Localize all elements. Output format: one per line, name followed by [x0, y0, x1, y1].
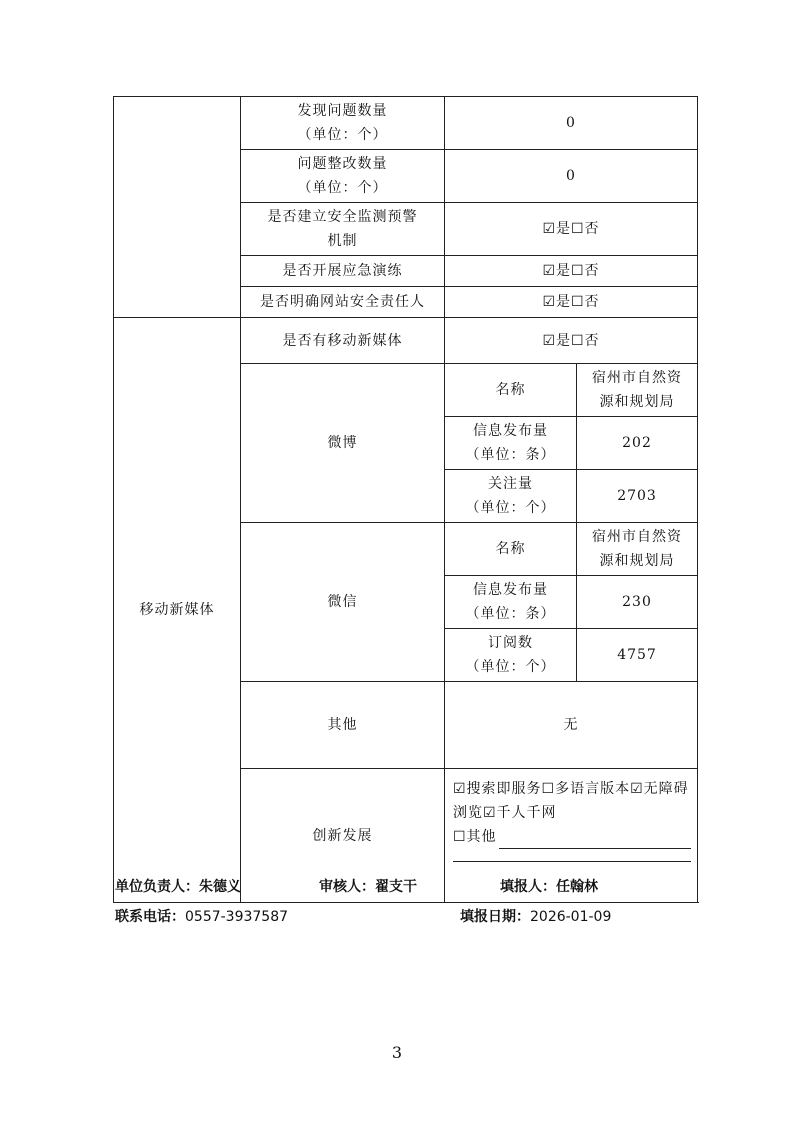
page-number: 3 [391, 1043, 403, 1062]
innovation-other-label: ☐其他 [453, 829, 497, 845]
filler-line [500, 876, 598, 896]
row-label: 发现问题数量 （单位：个） [241, 97, 445, 150]
reviewer-line [319, 876, 417, 896]
filler-label: 填报人： [500, 879, 556, 895]
row-label: 订阅数 （单位：个） [445, 629, 577, 682]
table-row [114, 97, 698, 150]
signature-line [115, 876, 241, 896]
row-value: 0 [445, 97, 698, 150]
row-label: 是否开展应急演练 [241, 256, 445, 287]
row-value: 202 [577, 417, 698, 470]
row-label: 信息发布量 （单位：条） [445, 417, 577, 470]
row-label: 是否建立安全监测预警 机制 [241, 203, 445, 256]
filler-name: 任翰林 [556, 879, 598, 895]
weibo-label: 微博 [241, 364, 445, 523]
row-label: 信息发布量 （单位：条） [445, 576, 577, 629]
checkbox-value: ☑是☐否 [445, 203, 698, 256]
phone-label: 联系电话： [115, 909, 185, 925]
report-table [113, 96, 698, 903]
security-section-cell [114, 97, 241, 318]
responsible-label: 单位负责人： [115, 879, 199, 895]
wechat-label: 微信 [241, 523, 445, 682]
fill-in-line [499, 830, 691, 849]
row-value: 宿州市自然资 源和规划局 [577, 364, 698, 417]
other-value: 无 [445, 682, 698, 769]
row-label: 是否有移动新媒体 [241, 318, 445, 364]
table-row [114, 318, 698, 364]
reviewer-name: 翟支干 [375, 879, 417, 895]
media-section-label: 移动新媒体 [114, 318, 241, 903]
row-value: 0 [445, 150, 698, 203]
checkbox-value: ☑是☐否 [445, 287, 698, 318]
row-value: 4757 [577, 629, 698, 682]
responsible-name: 朱德义 [199, 879, 241, 895]
row-value: 230 [577, 576, 698, 629]
innovation-checkbox-line: ☑搜索即服务☐多语言版本☑无障碍浏览☑千人千网 [453, 781, 689, 821]
row-value: 宿州市自然资 源和规划局 [577, 523, 698, 576]
other-label: 其他 [241, 682, 445, 769]
checkbox-value: ☑是☐否 [445, 256, 698, 287]
checkbox-value: ☑是☐否 [445, 318, 698, 364]
row-label: 关注量 （单位：个） [445, 470, 577, 523]
phone-line [115, 906, 288, 926]
phone-value: 0557-3937587 [185, 909, 289, 925]
innovation-other-line [453, 825, 691, 849]
date-value: 2026-01-09 [530, 909, 612, 925]
row-label: 问题整改数量 （单位：个） [241, 150, 445, 203]
fill-in-line-2 [453, 849, 691, 862]
date-label: 填报日期： [460, 909, 530, 925]
row-label: 是否明确网站安全责任人 [241, 287, 445, 318]
innovation-label: 创新发展 [241, 769, 445, 903]
row-label: 名称 [445, 364, 577, 417]
reviewer-label: 审核人： [319, 879, 375, 895]
row-value: 2703 [577, 470, 698, 523]
row-label: 名称 [445, 523, 577, 576]
date-line [460, 906, 611, 926]
